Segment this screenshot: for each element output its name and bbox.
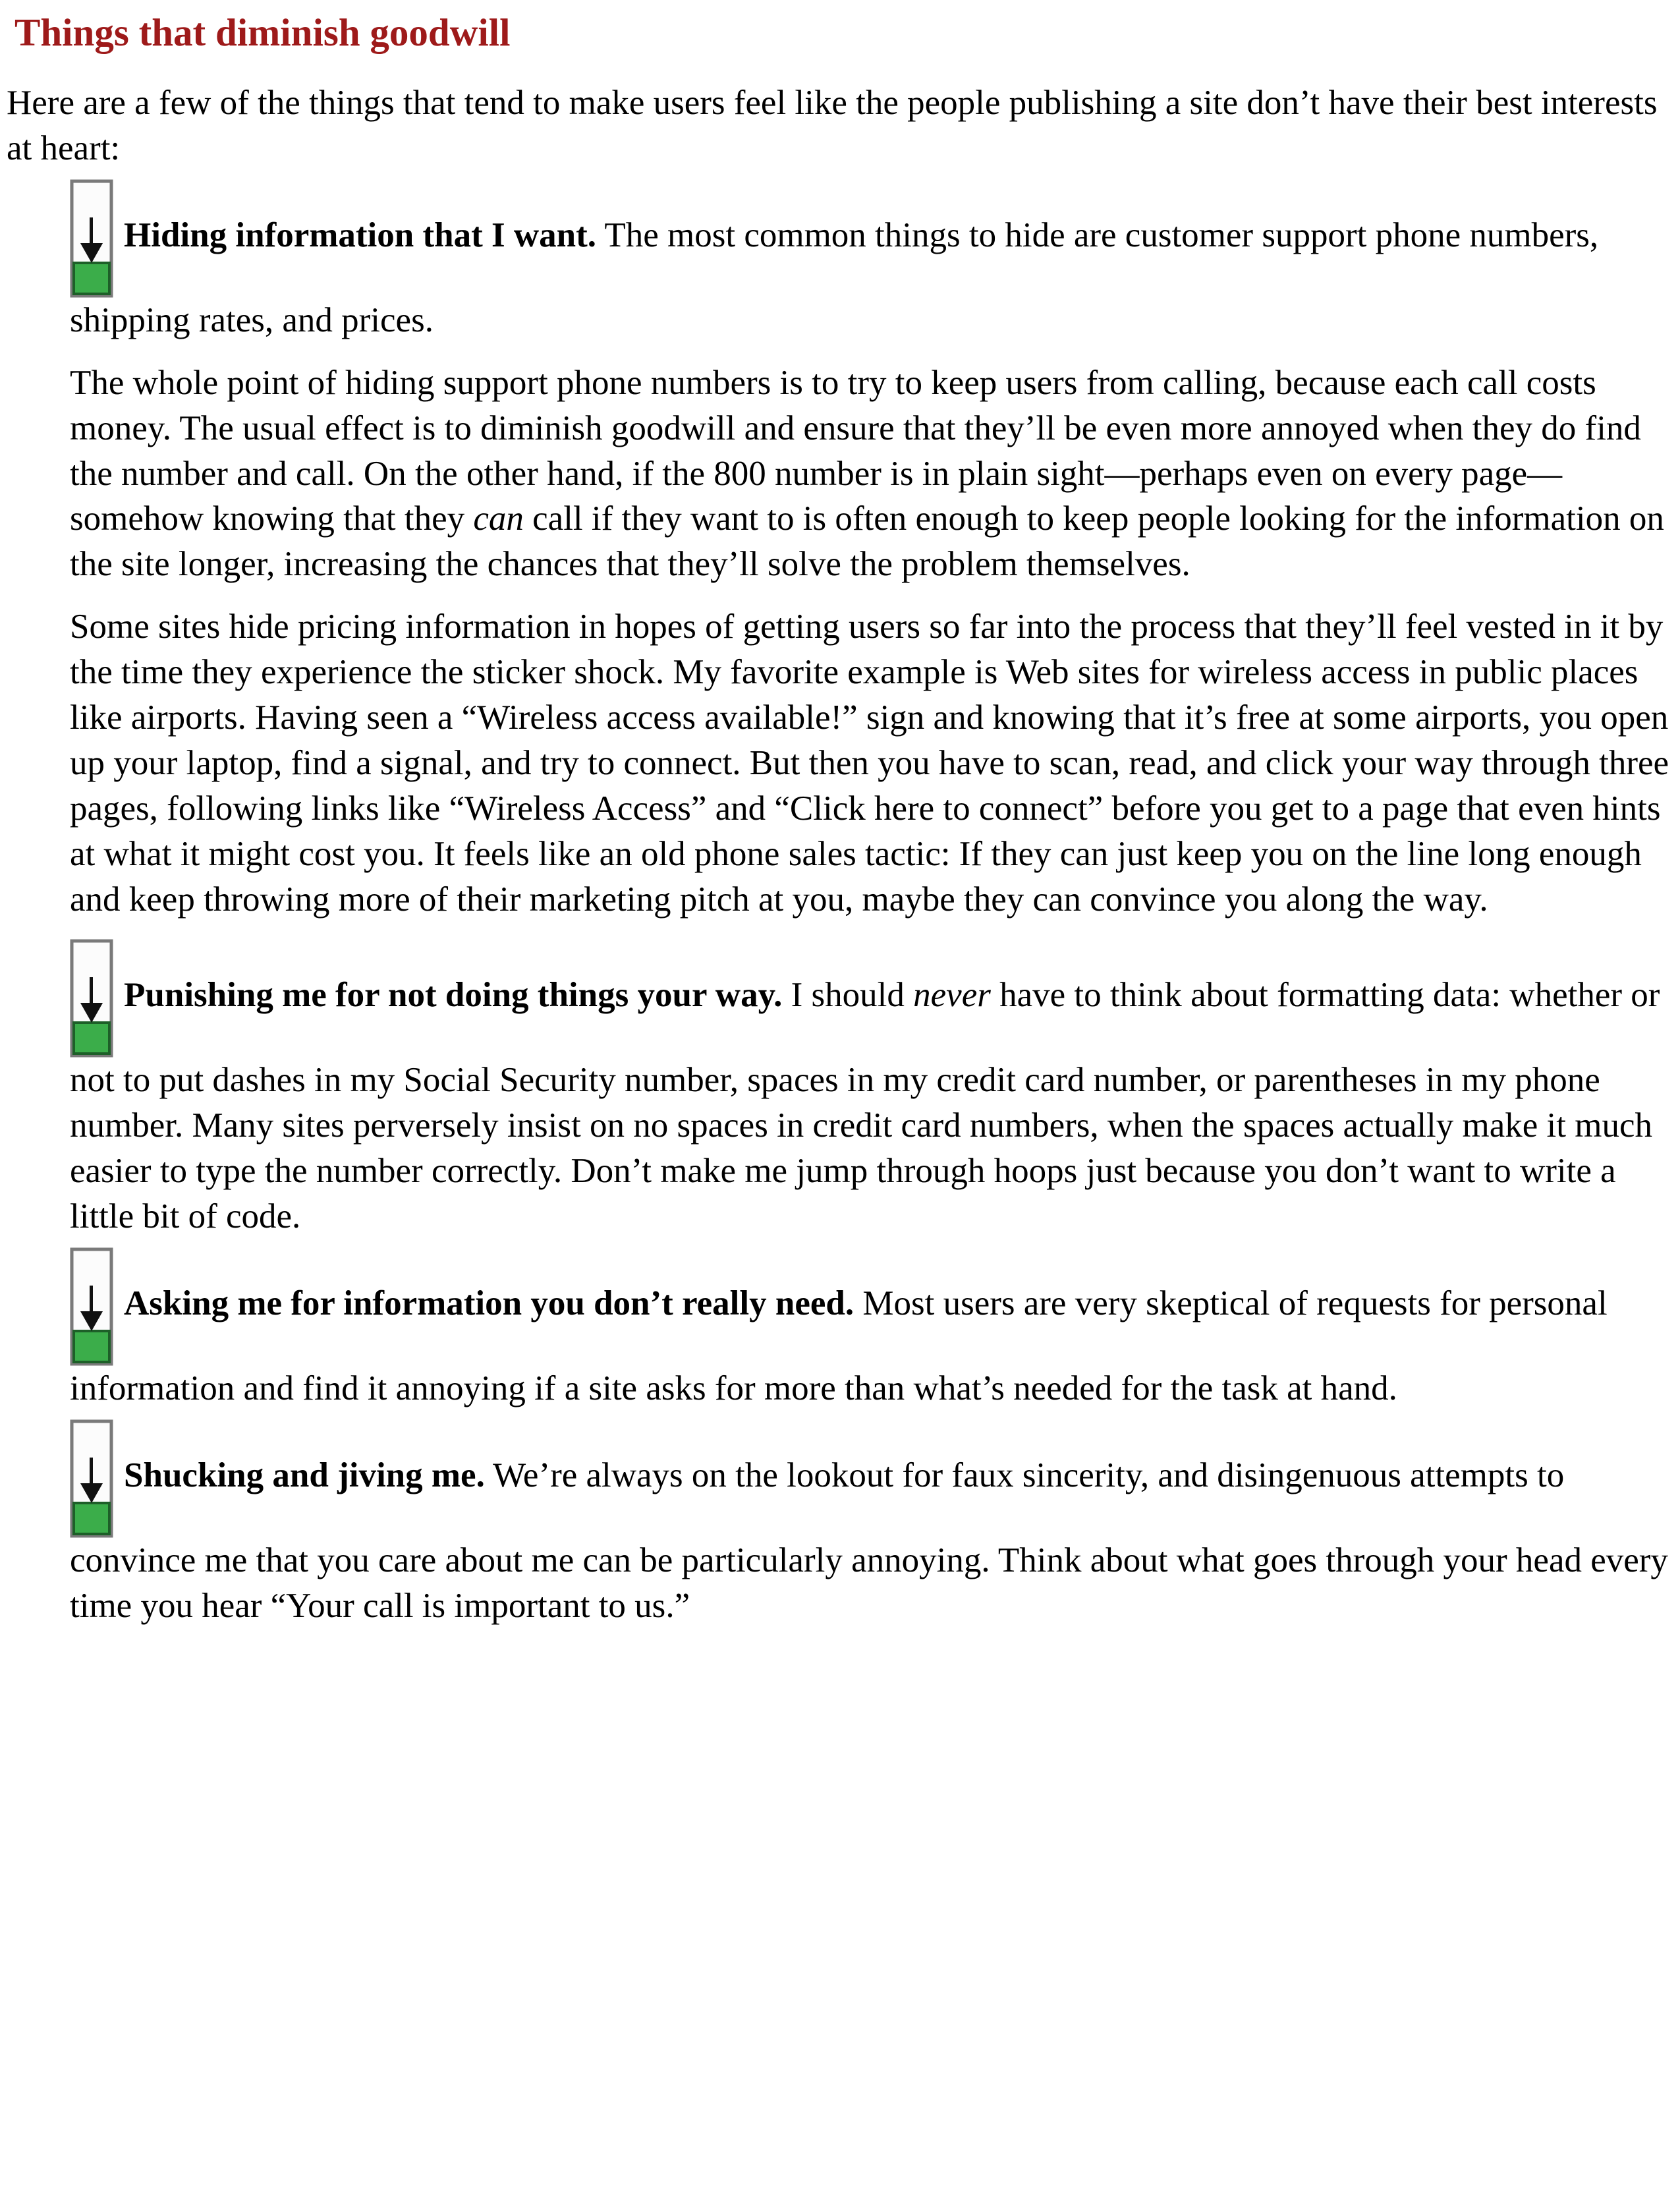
body-text: The whole point of hiding support phone numbers is to try to keep users from calling, because each call costs money. The usual effect is to diminish goodwill and ensure that they’ll be even more annoyed when they do find the number and call. On the other hand, if the 800 number is in plain sight—perhaps even on every page—somehow knowing that they	[70, 363, 1641, 538]
body-text: I should	[782, 976, 914, 1015]
body-text: Most users are very skeptical of requests for personal information and find it annoying if a site asks for more than what’s needed for the task at hand.	[70, 1284, 1608, 1407]
bullet-lead-paragraph	[70, 1247, 1671, 1411]
page-title: Things that diminish goodwill	[14, 11, 511, 54]
goodwill-gauge-down-icon	[70, 1419, 113, 1538]
bullet-title: Asking me for information you don’t really need.	[124, 1284, 854, 1323]
bullet-title: Hiding information that I want.	[124, 216, 597, 255]
body-text: The most common things to hide are customer support phone numbers, shipping rates, and prices.	[70, 216, 1599, 339]
bullet-item	[70, 1247, 1671, 1411]
intro-paragraph: Here are a few of the things that tend to make users feel like the people publishing a site don’t have their best interests at heart:	[7, 84, 1658, 167]
bullet-lead-paragraph	[70, 939, 1671, 1239]
goodwill-gauge-down-icon	[70, 1247, 113, 1366]
bullet-lead-paragraph	[70, 179, 1671, 343]
body-text: have to think about formatting data: whether or not to put dashes in my Social Security number, spaces in my credit card number, or parentheses in my phone number. Many sites perversely insist on no spaces in credit card numbers, when the spaces actually make it much easier to type the number correctly. Don’t make me jump through hoops just because you don’t want to write a little bit of code.	[70, 976, 1660, 1236]
bullet-lead-paragraph	[70, 1419, 1671, 1629]
bullet-item	[70, 1419, 1671, 1629]
bullet-title: Punishing me for not doing things your way.	[124, 976, 783, 1015]
bullet-title: Shucking and jiving me.	[124, 1456, 485, 1495]
body-text: call if they want to is often enough to keep people looking for the information on the site longer, increasing the chances that they’ll solve the problem themselves.	[70, 499, 1664, 584]
body-paragraph	[70, 604, 1671, 922]
bullet-item	[70, 179, 1671, 922]
bullet-item	[70, 939, 1671, 1239]
document-page	[0, 11, 1680, 1629]
goodwill-gauge-down-icon	[70, 939, 113, 1058]
body-paragraph	[70, 360, 1671, 587]
bullet-list	[70, 179, 1671, 1629]
body-text: Some sites hide pricing information in hopes of getting users so far into the process that they’ll feel vested in it by the time they experience the sticker shock. My favorite example is Web sites for wireless access in public places like airports. Having seen a “Wireless access available!” sign and knowing that it’s free at some airports, you open up your laptop, find a signal, and try to connect. But then you have to scan, read, and click your way through three pages, following links like “Wireless Access” and “Click here to connect” before you get to a page that even hints at what it might cost you. It feels like an old phone sales tactic: If they can just keep you on the line long enough and keep throwing more of their marketing pitch at you, maybe they can convince you along the way.	[70, 608, 1669, 919]
body-text: We’re always on the lookout for faux sincerity, and disingenuous attempts to convince me that you care about me can be particularly annoying. Think about what goes through your head every time you hear “Your call is important to us.”	[70, 1456, 1668, 1625]
emphasis-text: never	[913, 976, 991, 1015]
goodwill-gauge-down-icon	[70, 179, 113, 298]
emphasis-text: can	[473, 499, 524, 538]
